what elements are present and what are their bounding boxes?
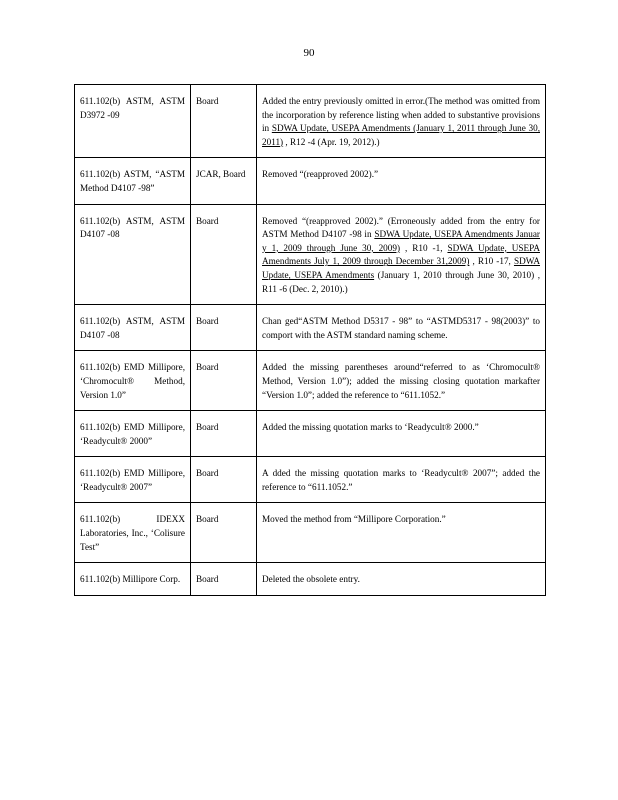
section-cell: 611.102(b) EMD Millipore, ‘Readycult® 2000” bbox=[75, 411, 191, 457]
action-text: (January 1, 2010 through June 30, 2010) , R11 -6 (Dec. 2, 2010).) bbox=[262, 269, 540, 294]
section-cell: 611.102(b) EMD Millipore, ‘Chromocult® Method, Version 1.0” bbox=[75, 351, 191, 411]
source-cell: Board bbox=[191, 305, 257, 351]
source-cell: Board bbox=[191, 411, 257, 457]
table-row bbox=[75, 158, 546, 204]
action-cell bbox=[257, 457, 546, 503]
source-cell: Board bbox=[191, 563, 257, 596]
source-cell: Board bbox=[191, 85, 257, 158]
action-cell bbox=[257, 204, 546, 305]
action-text: , R10 -1, bbox=[400, 242, 448, 253]
action-text: Removed “(reapproved 2002).” bbox=[262, 169, 379, 180]
action-cell bbox=[257, 305, 546, 351]
amendments-table bbox=[74, 84, 546, 596]
amendments-table-body bbox=[75, 85, 546, 596]
action-text: Deleted the obsolete entry. bbox=[262, 574, 360, 585]
section-cell: 611.102(b) IDEXX Laboratories, Inc., ‘Colisure Test” bbox=[75, 503, 191, 563]
action-text-underlined: SDWA Update, USEPA Amendments (January 1, 2011 through June 30, 2011) bbox=[262, 123, 540, 147]
action-text: , R12 -4 (Apr. 19, 2012).) bbox=[283, 136, 380, 147]
table-row bbox=[75, 503, 546, 563]
action-text-underlined: SDWA Update, USEPA Amendments July 1, 2009 through December 31,2009) bbox=[262, 242, 540, 267]
action-text: Moved the method from “Millipore Corporation.” bbox=[262, 514, 446, 525]
action-cell bbox=[257, 158, 546, 204]
source-cell: Board bbox=[191, 204, 257, 305]
section-cell: 611.102(b) ASTM, ASTM D3972 -09 bbox=[75, 85, 191, 158]
source-cell: Board bbox=[191, 503, 257, 563]
section-cell: 611.102(b) EMD Millipore, ‘Readycult® 2007” bbox=[75, 457, 191, 503]
table-row bbox=[75, 457, 546, 503]
action-cell bbox=[257, 411, 546, 457]
action-cell bbox=[257, 351, 546, 411]
action-text: Removed “(reapproved 2002).” (Erroneously added from the entry for ASTM Method D4107 -98 in bbox=[262, 215, 540, 240]
action-cell bbox=[257, 503, 546, 563]
section-cell: 611.102(b) ASTM, “ASTM Method D4107 -98” bbox=[75, 158, 191, 204]
table-row bbox=[75, 563, 546, 596]
action-text-underlined: SDWA Update, USEPA Amendments Januar y 1, 2009 through June 30, 2009) bbox=[262, 229, 540, 253]
table-row bbox=[75, 351, 546, 411]
section-cell: 611.102(b) Millipore Corp. bbox=[75, 563, 191, 596]
action-text: A dded the missing quotation marks to ‘Readycult® 2007”; added the reference to “611.1052.” bbox=[262, 468, 540, 492]
source-cell: Board bbox=[191, 457, 257, 503]
action-cell bbox=[257, 85, 546, 158]
table-row bbox=[75, 85, 546, 158]
action-text: Added the missing quotation marks to ‘Readycult® 2000.” bbox=[262, 422, 479, 433]
table-row bbox=[75, 305, 546, 351]
action-text: Added the missing parentheses around“referred to as ‘Chromocult® Method, Version 1.0”); added the missing closing quotation markafter “Version 1.0”; added the reference to “611.1052.” bbox=[262, 362, 540, 400]
action-cell bbox=[257, 563, 546, 596]
source-cell: Board bbox=[191, 351, 257, 411]
section-cell: 611.102(b) ASTM, ASTM D4107 -08 bbox=[75, 204, 191, 305]
table-row bbox=[75, 204, 546, 305]
action-text: Chan ged“ASTM Method D5317 - 98” to “ASTMD5317 - 98(2003)” to comport with the ASTM standard naming scheme. bbox=[262, 316, 540, 340]
action-text: , R10 -17, bbox=[469, 256, 514, 267]
table-row bbox=[75, 411, 546, 457]
section-cell: 611.102(b) ASTM, ASTM D4107 -08 bbox=[75, 305, 191, 351]
source-cell: JCAR, Board bbox=[191, 158, 257, 204]
action-text-underlined: SDWA Update, USEPA Amendments bbox=[262, 256, 540, 280]
page-number: 90 bbox=[303, 47, 315, 59]
action-text: Added the entry previously omitted in error.(The method was omitted from the incorporation by reference listing when added to substantive provisions in bbox=[262, 96, 540, 134]
